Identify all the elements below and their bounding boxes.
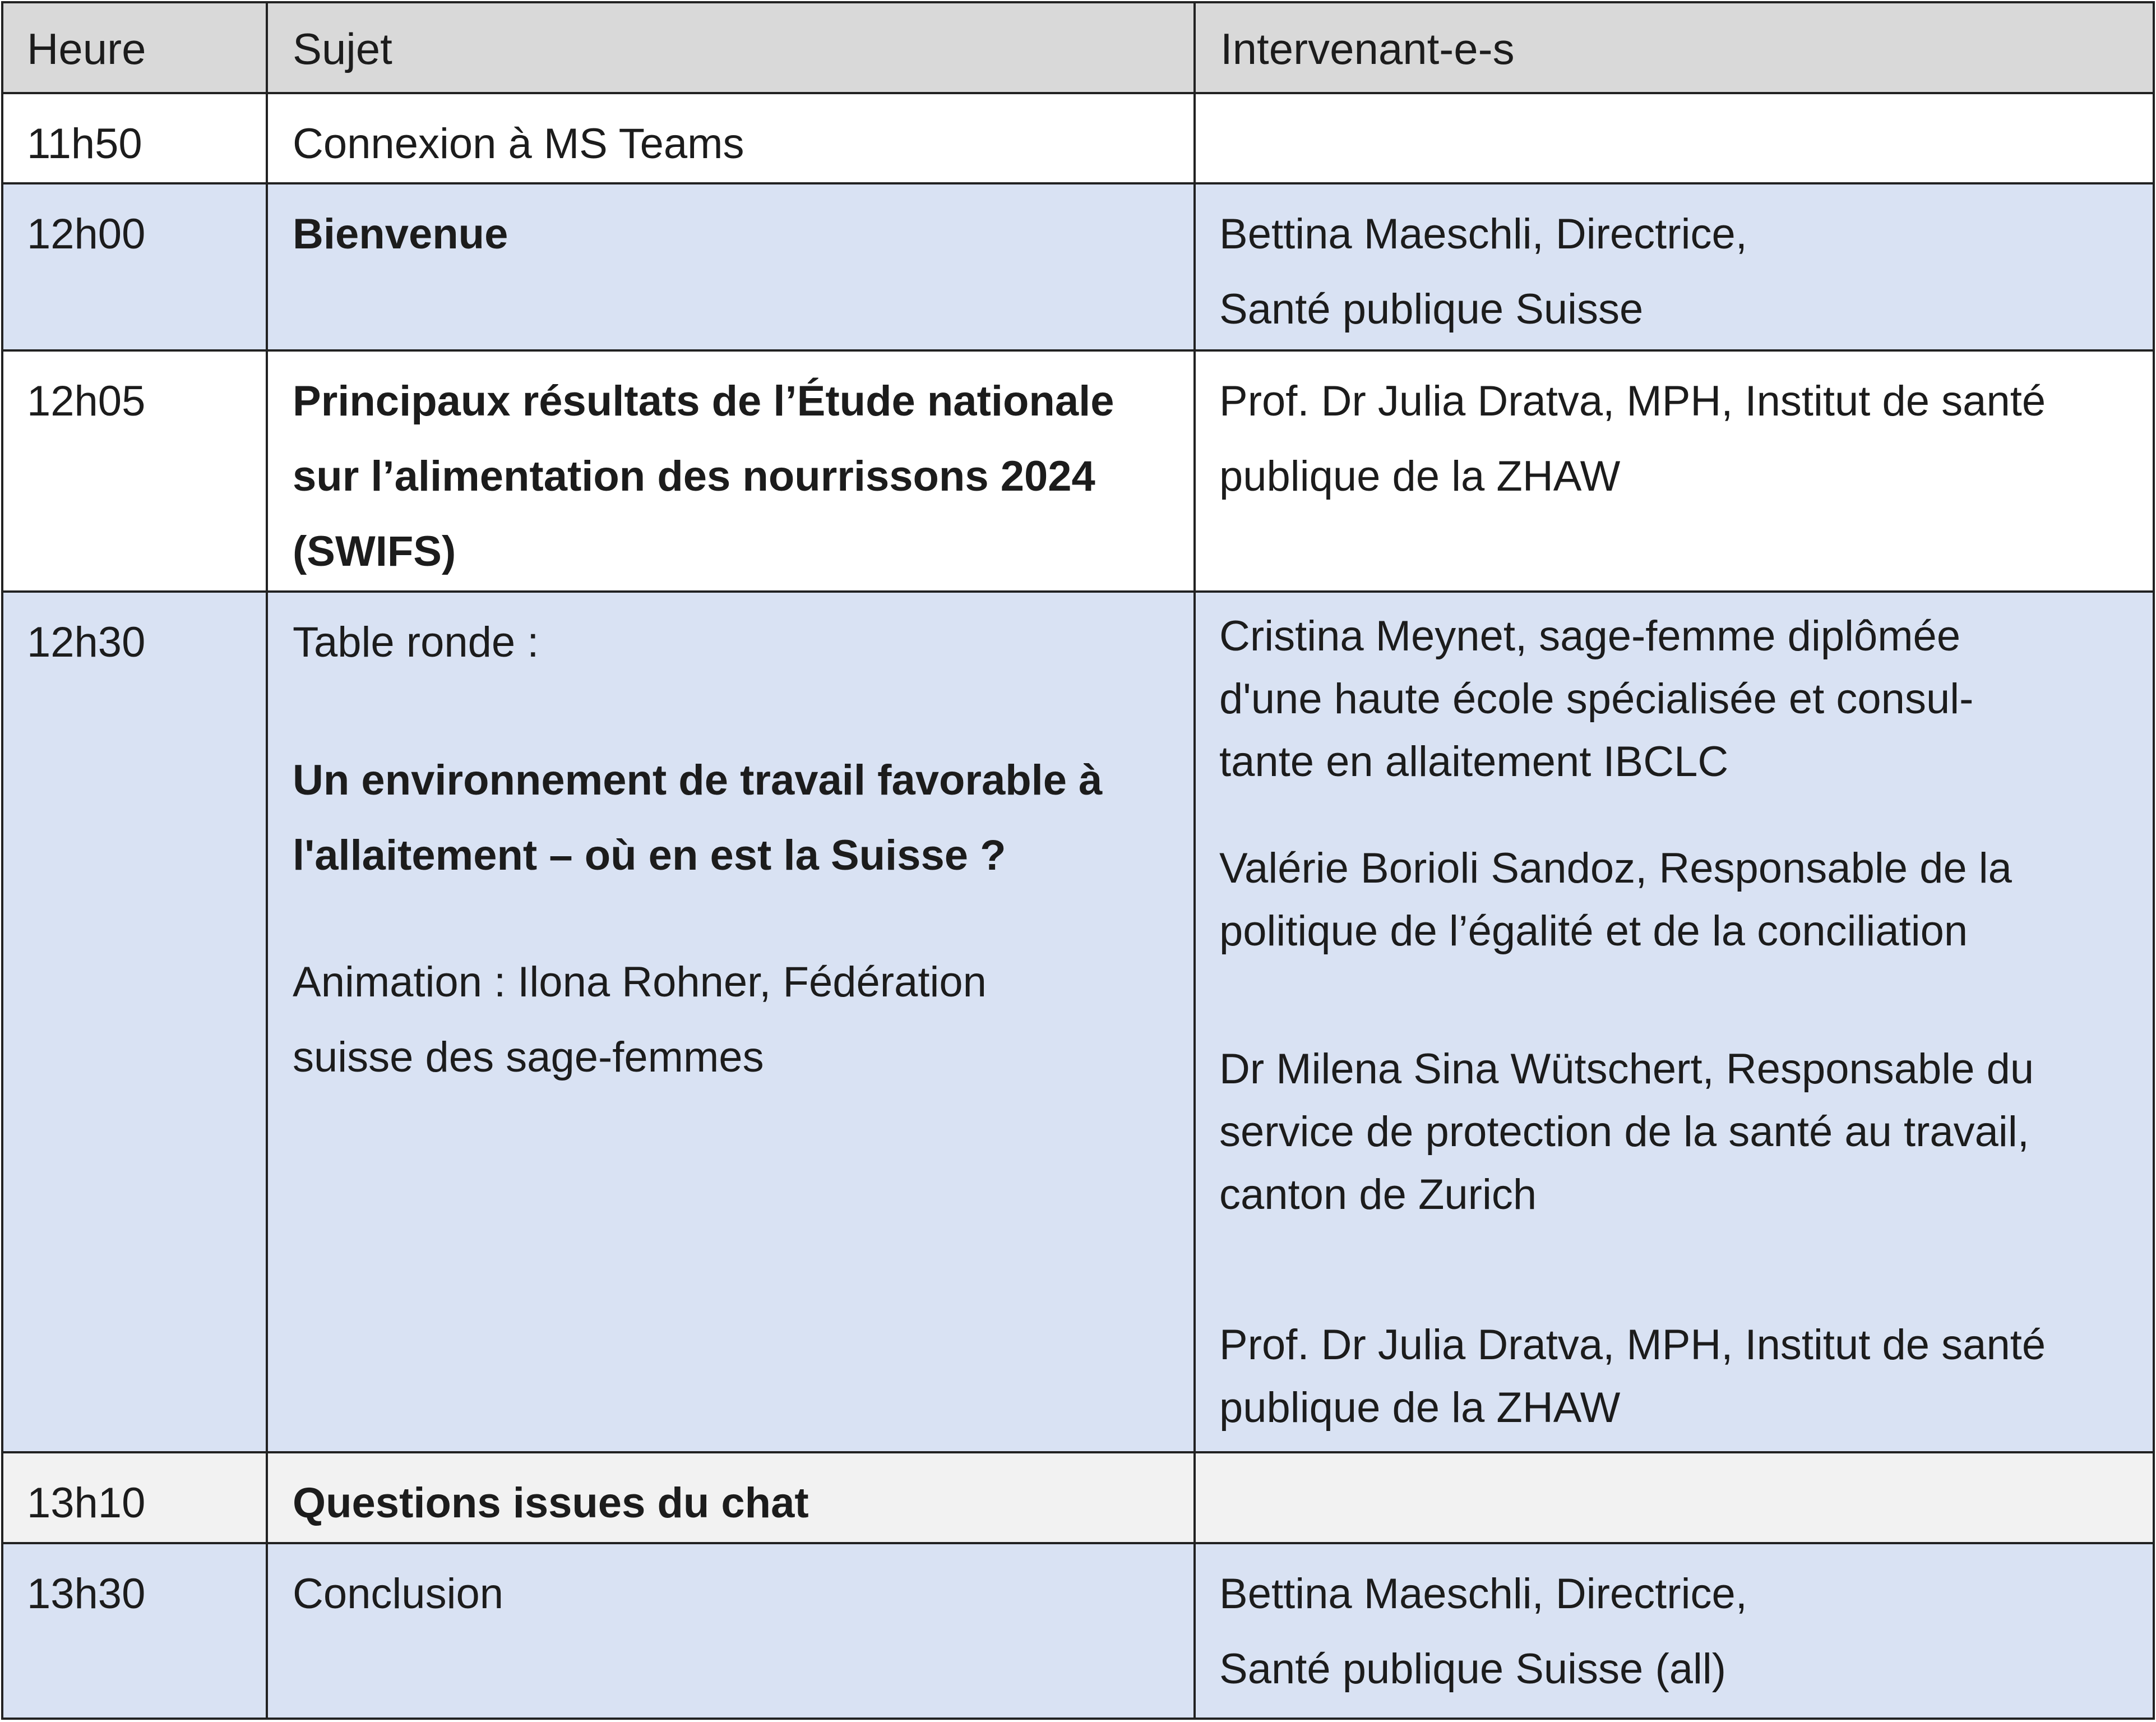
subject-cell [267,1543,1195,1719]
speaker-entry [1219,605,2130,793]
header-heure: Heure [27,24,146,73]
time-label: 13h10 [27,1479,146,1527]
speakers-cell [1195,592,2154,1452]
subject-text: Questions issues du chat [293,1479,809,1527]
speaker-line: publique de la ZHAW [1219,453,1621,500]
header-sujet: Sujet [293,24,392,73]
roundtable-subject [268,593,1193,1095]
speaker-line: Dr Milena Sina Wütschert, Responsable du [1219,1045,2034,1093]
speaker-line: service de protection de la santé au travail, [1219,1108,2029,1156]
agenda-table [1,1,2155,1720]
table-row [2,592,2154,1452]
speaker-block [1196,352,2153,514]
speaker-entry [1219,837,2130,963]
header-cell-intervenants [1195,2,2154,93]
speakers-cell [1195,1543,2154,1719]
subject-cell [267,183,1195,350]
speaker-line: d'une haute école spécialisée et consul- [1219,675,1974,723]
speakers-cell [1195,1452,2154,1543]
speakers-empty [1196,1453,2153,1466]
speaker-entry [1219,1314,2130,1439]
table-row [2,93,2154,183]
speaker-line: tante en allaitement IBCLC [1219,738,1729,786]
roundtable-intro: Table ronde : [293,618,539,666]
speaker-line: Valérie Borioli Sandoz, Responsable de la [1219,844,2012,892]
speaker-block [1196,1544,2153,1707]
subject-cell [267,1452,1195,1543]
time-label: 12h30 [27,618,146,666]
subject-text: Connexion à MS Teams [293,120,744,168]
subject-title [268,352,1193,589]
subject-line: Un environnement de travail favorable à [293,756,1103,804]
time-cell [2,350,267,592]
subject-cell [267,93,1195,183]
speaker-line: Bettina Maeschli, Directrice, [1219,210,1747,258]
roundtable-title [293,743,1171,893]
speakers-cell [1195,93,2154,183]
speakers-cell [1195,350,2154,592]
table-header-row [2,2,2154,93]
speaker-line: Santé publique Suisse (all) [1219,1645,1727,1693]
time-cell [2,592,267,1452]
moderation-line: suisse des sage-femmes [293,1033,764,1081]
subject-cell [267,350,1195,592]
subject-text: Bienvenue [293,210,508,258]
speaker-line: Prof. Dr Julia Dratva, MPH, Institut de santé [1219,377,2046,425]
time-cell [2,1452,267,1543]
moderation-text [293,945,1171,1095]
table-row [2,1543,2154,1719]
subject-text: Conclusion [293,1570,503,1618]
subject-line: l'allaitement – où en est la Suisse ? [293,832,1006,879]
speaker-line: canton de Zurich [1219,1171,1537,1218]
time-label: 12h05 [27,377,146,425]
header-cell-heure [2,2,267,93]
subject-line: sur l’alimentation des nourrissons 2024 [293,453,1095,500]
speaker-list [1196,593,2153,1439]
speaker-line: Santé publique Suisse [1219,285,1644,333]
time-label: 13h30 [27,1570,146,1618]
subject-line: Principaux résultats de l’Étude nationale [293,377,1114,425]
subject-cell [267,592,1195,1452]
speaker-line: Prof. Dr Julia Dratva, MPH, Institut de santé [1219,1321,2046,1369]
header-intervenants: Intervenant-e-s [1220,24,1515,73]
time-cell [2,183,267,350]
time-cell [2,93,267,183]
speaker-line: politique de l’égalité et de la conciliation [1219,907,1968,955]
speaker-line: Cristina Meynet, sage-femme diplômée [1219,612,1961,660]
speaker-line: publique de la ZHAW [1219,1384,1621,1432]
speakers-empty [1196,94,2153,107]
table-row [2,183,2154,350]
speaker-block [1196,184,2153,347]
table-row [2,1452,2154,1543]
time-cell [2,1543,267,1719]
speakers-cell [1195,183,2154,350]
header-cell-sujet [267,2,1195,93]
time-label: 11h50 [27,120,142,168]
time-label: 12h00 [27,210,146,258]
table-row [2,350,2154,592]
speaker-line: Bettina Maeschli, Directrice, [1219,1570,1747,1618]
speaker-entry [1219,1038,2130,1226]
moderation-line: Animation : Ilona Rohner, Fédération [293,958,987,1006]
subject-line: (SWIFS) [293,528,456,575]
